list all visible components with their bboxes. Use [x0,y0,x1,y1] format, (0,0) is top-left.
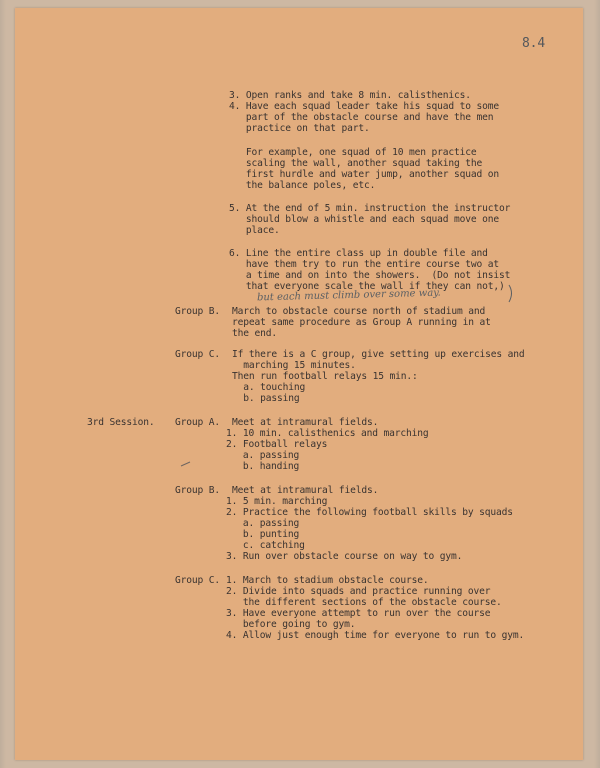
text-line: part of the obstacle course and have the men [229,112,494,123]
text-line: 1. March to stadium obstacle course. [226,575,429,586]
text-line: the balance poles, etc. [229,180,376,191]
text-line: Meet at intramural fields. [232,485,379,496]
text-line: the different sections of the obstacle course. [226,597,502,608]
text-line: the end. [232,328,278,339]
text-line: 6. Line the entire class up in double file and [229,248,488,259]
text-line: b. punting [226,529,300,540]
group-label: Group B. [175,485,221,496]
pencil-mark [180,460,192,468]
text-line: b. handing [226,461,300,472]
text-line: 2. Practice the following football skills by squads [226,507,513,518]
text-line: 3. Open ranks and take 8 min. calisthenics. [229,90,471,101]
text-line: b. passing [232,393,300,404]
text-line: If there is a C group, give setting up exercises and [232,349,525,360]
text-line: first hurdle and water jump, another squad on [229,169,500,180]
text-line: before going to gym. [226,619,356,630]
text-line: a time and on into the showers. (Do not insist [229,270,511,281]
text-line: 2. Divide into squads and practice running over [226,586,491,597]
text-line: practice on that part. [229,123,370,134]
text-line: have them try to run the entire course two at [229,259,500,270]
handwritten-bracket-mark [507,284,515,304]
text-line: a. passing [226,450,300,461]
text-line: 3. Have everyone attempt to run over the course [226,608,491,619]
text-line: 4. Have each squad leader take his squad to some [229,101,500,112]
group-label: Group C. [175,349,221,360]
handwritten-note: but each must climb over some way. [256,287,441,304]
text-line: scaling the wall, another squad taking the [229,158,483,169]
text-line: 5. At the end of 5 min. instruction the instructor [229,203,511,214]
text-line: a. passing [226,518,300,529]
text-line: 1. 5 min. marching [226,496,328,507]
session-label: 3rd Session. [87,417,155,428]
text-line: a. touching [232,382,306,393]
group-label: Group C. [175,575,221,586]
text-line: repeat same procedure as Group A running in at [232,317,491,328]
text-line: For example, one squad of 10 men practice [229,147,477,158]
text-line: 4. Allow just enough time for everyone to run to gym. [226,630,525,641]
text-line: Then run football relays 15 min.: [232,371,418,382]
text-line: March to obstacle course north of stadium and [232,306,486,317]
text-line: marching 15 minutes. [232,360,356,371]
page-number: 8.4 [522,36,546,51]
text-line: place. [229,225,280,236]
text-line: 2. Football relays [226,439,328,450]
text-line: Meet at intramural fields. [232,417,379,428]
text-line: c. catching [226,540,305,551]
group-label: Group B. [175,306,221,317]
group-label: Group A. [175,417,221,428]
text-line: 1. 10 min. calisthenics and marching [226,428,429,439]
text-line: should blow a whistle and each squad move one [229,214,500,225]
text-line: 3. Run over obstacle course on way to gym. [226,551,463,562]
text-line: that everyone scale the wall if they can not,) [229,281,505,292]
